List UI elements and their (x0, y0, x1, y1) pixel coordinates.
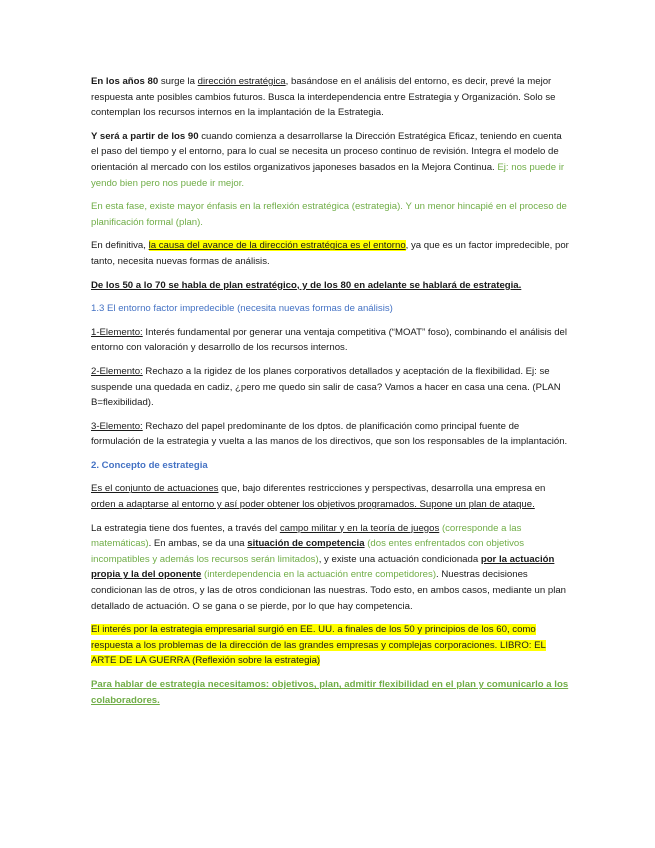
underlined-strategic-direction: dirección estratégica (197, 76, 286, 87)
paragraph-years-80 (91, 74, 569, 121)
text-span: que, bajo diferentes restricciones y perspectivas, desarrolla una empresa en (218, 483, 546, 495)
paragraph-requirements: Para hablar de estrategia necesitamos: objetivos, plan, admitir flexibilidad en el plan y comunicarlo a los colaboradores. (91, 679, 569, 706)
underlined-own-action: por la actuación propia y la del oponente (91, 553, 555, 581)
underlined-military-field: campo militar y en la teoría de juegos (279, 522, 440, 534)
text-span: . En ambas, se da una (148, 538, 248, 550)
paragraph-element-1 (91, 325, 569, 356)
green-note-math: (corresponde a las matemáticas) (91, 522, 522, 550)
paragraph-two-sources (91, 521, 569, 615)
paragraph-years-90 (91, 129, 569, 191)
paragraph-strategy-definition (91, 481, 569, 512)
element-1-label: 1-Elemento: (91, 326, 143, 338)
green-note-entities: (dos entes enfrentados con objetivos incompatibles y además los recursos serán limitados) (91, 538, 525, 565)
paragraph-element-3 (91, 419, 569, 450)
text-span: La estrategia tiene dos fuentes, a través del (91, 522, 280, 534)
highlighted-us-origin: El interés por la estrategia empresarial surgió en EE. UU. a finales de los 50 y principios de los 60, como respuesta a los problemas de la dirección de las grandes empresas y complejas corporaciones. LIBRO: EL ARTE DE LA GUERRA (Reflexión sobre la estrategia) (91, 624, 546, 667)
highlighted-cause: la causa del avance de la dirección estratégica es el entorno (148, 240, 406, 252)
section-heading-1-3: 1.3 El entorno factor impredecible (necesita nuevas formas de análisis) (91, 303, 393, 315)
paragraph-phase-note: En esta fase, existe mayor énfasis en la reflexión estratégica (estrategia). Y un menor hincapié en el proceso de planificación formal (plan). (91, 201, 567, 228)
element-3-label: 3-Elemento: (91, 420, 143, 432)
underlined-competition: situación de competencia (247, 538, 365, 550)
element-2-label: 2-Elemento: (91, 365, 143, 377)
underlined-definition: Es el conjunto de actuaciones (91, 483, 219, 495)
underlined-objective: orden a adaptarse al entorno y así poder obtener los objetivos programados. Supone un plan de ataque. (91, 499, 535, 511)
text-span: . Nuestras decisiones condicionan las de otros, y las de otros condicionan las nuestras. Todo esto, en ambos casos, mediante un plan detallado de actuación. O se gana o se pierde, por lo que hay competencia. (91, 569, 567, 612)
emphasis-years-90: Y será a partir de los 90 (91, 130, 199, 142)
section-heading-2: 2. Concepto de estrategia (91, 459, 208, 471)
text-span: Interés fundamental por generar una ventaja competitiva (“MOAT” foso), combinando el análisis del entorno con valoración y desarrollo de los recursos internos. (91, 326, 568, 354)
text-span: Rechazo del papel predominante de los dptos. de planificación como principal fuente de formulación de la estrategia y vuelta a las manos de los directivos, que son los responsables de la implantación. (91, 420, 568, 448)
text-span: En definitiva, (91, 240, 149, 252)
emphasis-years-80: En los años 80 (91, 76, 159, 87)
text-span: , ya que es un factor impredecible, por tanto, necesita nuevas formas de análisis. (91, 240, 569, 267)
paragraph-us-origin (91, 622, 569, 669)
paragraph-plan-vs-strategy: De los 50 a lo 70 se habla de plan estratégico, y de los 80 en adelante se hablará de estrategia. (91, 279, 522, 291)
text-span: surge la (158, 76, 198, 87)
green-note-interdependence: (interdependencia en la actuación entre competidores) (204, 569, 437, 581)
paragraph-in-definitive (91, 238, 569, 269)
green-example: Ej: nos puede ir yendo bien pero nos puede ir mejor. (91, 161, 565, 189)
text-span: Rechazo a la rigidez de los planes corporativos detallados y aceptación de la flexibilidad. Ej: se suspende una quedada en cadiz, ¿pero me quedo sin salir de casa? Vamos a hacer en casa una cena. (PLAN B=flexibilidad). (91, 365, 561, 409)
paragraph-element-2 (91, 364, 569, 411)
document-page (91, 74, 569, 708)
text-span: , y existe una actuación condicionada (318, 553, 481, 565)
text-span: , basándose en el análisis del entorno, es decir, prevé la mejor respuesta ante posibles cambios futuros. Busca la interdependencia entre Estrategia y Organización. Solo se contemplan los recursos internos en la implantación de la Estrategia. (91, 76, 556, 119)
text-span: cuando comienza a desarrollarse la Dirección Estratégica Eficaz, teniendo en cuenta el paso del tiempo y el entorno, para lo cual se necesita un proceso continuo de revisión. Integra el modelo de orientación al mercado con los estilos organizativos japoneses basados en la Mejora Continua. (91, 130, 562, 173)
